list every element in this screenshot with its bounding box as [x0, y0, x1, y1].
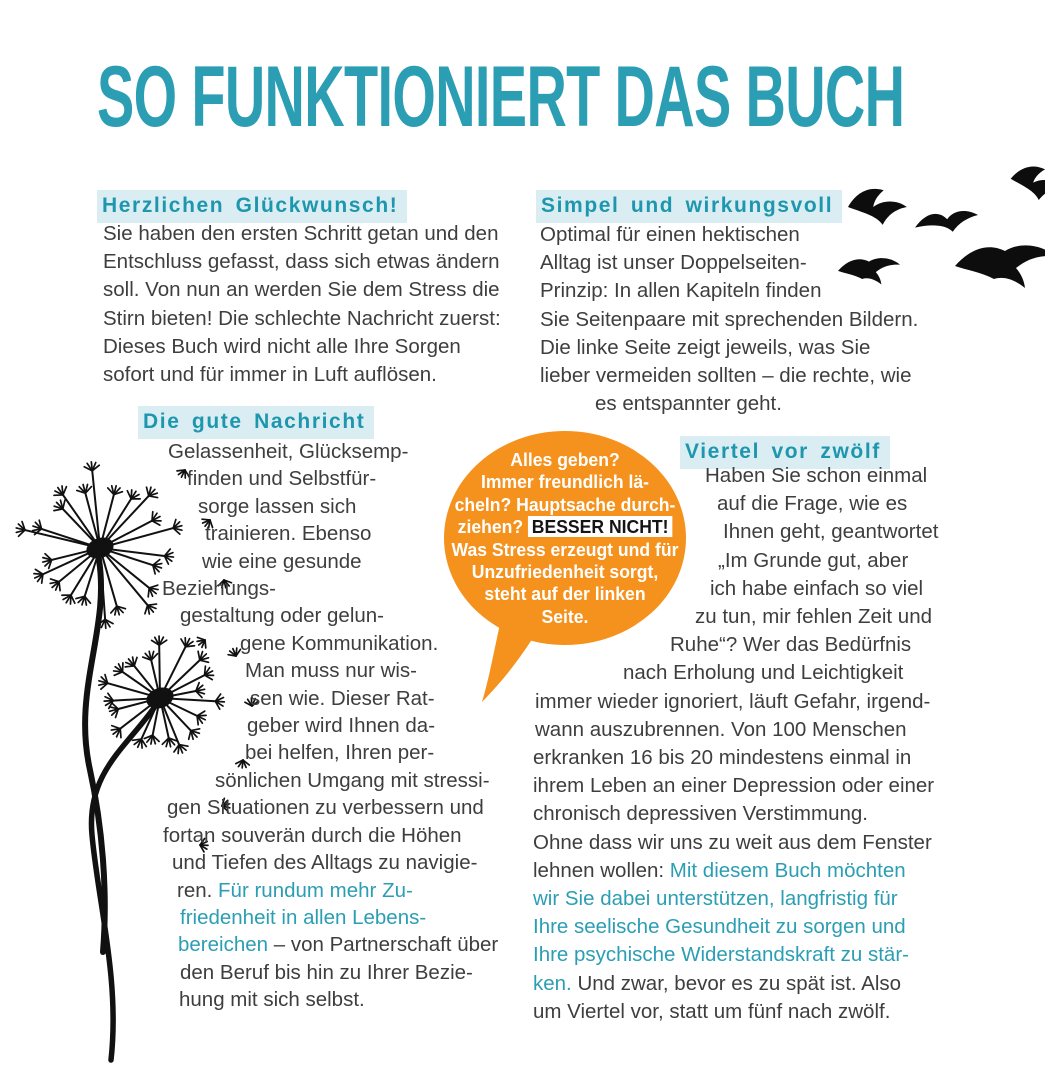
- text-line: wann auszubrennen. Von 100 Menschen: [535, 717, 907, 741]
- bird-icon: [915, 211, 978, 232]
- text-line: soll. Von nun an werden Sie dem Stress die: [103, 278, 500, 302]
- text-line: wie eine gesunde: [202, 549, 362, 573]
- bird-icon: [1008, 163, 1045, 204]
- page-title: SO FUNKTIONIERT DAS BUCH: [97, 49, 905, 145]
- text-line: Ruhe“? Wer das Bedürfnis: [670, 633, 912, 657]
- text-line: friedenheit in allen Lebens-: [180, 905, 427, 929]
- text-line: ich habe einfach so viel: [710, 576, 924, 600]
- text-line: Alles geben?: [510, 449, 620, 470]
- section-heading-congrats: Herzlichen Glückwunsch!: [97, 190, 407, 223]
- text-line: Ohne dass wir uns zu weit aus dem Fenster: [533, 830, 932, 854]
- text-line: ren. Für rundum mehr Zu-: [177, 878, 413, 902]
- text-line: Seite.: [541, 605, 589, 627]
- text-line: Sie Seitenpaare mit sprechenden Bildern.: [540, 307, 919, 331]
- bird-icon: [955, 245, 1045, 288]
- text-line: sen wie. Dieser Rat-: [250, 686, 435, 710]
- text-line: Man muss nur wis-: [245, 659, 418, 683]
- text-line: gen Situationen zu verbessern und: [167, 796, 484, 820]
- text-line: Optimal für einen hektischen: [540, 223, 800, 246]
- text-line: wir Sie dabei unterstützen, langfristig für: [533, 887, 898, 911]
- bird-icon: [848, 189, 907, 225]
- text-line: Haben Sie schon einmal: [705, 464, 928, 487]
- text-line: trainieren. Ebenso: [205, 522, 372, 546]
- text-line: chronisch depressiven Verstimmung.: [533, 802, 868, 826]
- text-line: den Beruf bis hin zu Ihrer Bezie-: [180, 960, 473, 984]
- text-line: geber wird Ihnen da-: [247, 714, 436, 738]
- text-line: ziehen? BESSER NICHT!: [451, 516, 679, 538]
- text-line: lehnen wollen: Mit diesem Buch möchten: [533, 858, 906, 882]
- text-line: Stirn bieten! Die schlechte Nachricht zuerst:: [103, 306, 501, 330]
- text-line: gestaltung oder gelun-: [180, 604, 385, 628]
- text-line: hung mit sich selbst.: [179, 988, 365, 1012]
- text-line: um Viertel vor, statt um fünf nach zwölf.: [533, 999, 891, 1023]
- text-line: steht auf der linken: [484, 583, 646, 605]
- text-line: Beziehungs-: [162, 577, 276, 601]
- text-line: es entspannter geht.: [595, 392, 782, 416]
- text-line: sönlichen Umgang mit stressi-: [215, 768, 490, 792]
- text-line: Sie haben den ersten Schritt getan und den: [103, 222, 499, 245]
- congrats-body-text: [103, 220, 501, 389]
- text-line: immer wieder ignoriert, läuft Gefahr, irgend-: [535, 689, 931, 713]
- text-line: Immer freundlich lä-: [480, 471, 649, 493]
- text-line: Alltag ist unser Doppelseiten-: [540, 251, 807, 275]
- text-line: Ihre seelische Gesundheit zu sorgen und: [533, 915, 906, 939]
- text-line: bei helfen, Ihren per-: [245, 741, 435, 765]
- section-heading-quarter: Viertel vor zwölf: [680, 436, 890, 469]
- text-line: „Im Grunde gut, aber: [718, 548, 909, 572]
- text-line: sorge lassen sich: [198, 494, 357, 518]
- text-line: erkranken 16 bis 20 mindestens einmal in: [533, 746, 912, 770]
- text-line: Gelassenheit, Glücksemp-: [168, 440, 409, 463]
- text-line: fortan souverän durch die Höhen: [163, 823, 462, 847]
- text-line: Prinzip: In allen Kapiteln finden: [540, 279, 822, 303]
- text-line: sofort und für immer in Luft auflösen.: [103, 363, 437, 387]
- text-line: Was Stress erzeugt und für: [451, 538, 679, 560]
- text-line: Ihre psychische Widerstandskraft zu stär-: [533, 943, 909, 967]
- text-line: lieber vermeiden sollten – die rechte, wie: [540, 364, 912, 388]
- text-line: und Tiefen des Alltags zu navigie-: [172, 851, 478, 875]
- text-line: gene Kommunikation.: [240, 631, 439, 655]
- section-heading-good-news: Die gute Nachricht: [138, 406, 374, 439]
- text-line: auf die Frage, wie es: [717, 492, 908, 516]
- quarter-body-text: [533, 462, 938, 1026]
- text-line: Unzufriedenheit sorgt,: [471, 561, 659, 583]
- text-line: nach Erholung und Leichtigkeit: [623, 661, 904, 685]
- text-line: Dieses Buch wird nicht alle Ihre Sorgen: [103, 334, 461, 358]
- text-line: finden und Selbstfür-: [187, 467, 377, 491]
- text-line: bereichen – von Partnerschaft über: [178, 933, 499, 957]
- text-line: Ihnen geht, geantwortet: [723, 520, 939, 544]
- text-line: cheln? Hauptsache durch-: [454, 493, 676, 515]
- text-line: zu tun, mir fehlen Zeit und: [695, 605, 933, 629]
- simple-body-text: [540, 221, 918, 418]
- text-line: ken. Und zwar, bevor es zu spät ist. Also: [533, 971, 902, 995]
- text-line: Entschluss gefasst, dass sich etwas ändern: [103, 250, 500, 274]
- text-line: ihrem Leben an einer Depression oder einer: [533, 774, 935, 798]
- section-heading-simple: Simpel und wirkungsvoll: [536, 190, 842, 223]
- text-line: Die linke Seite zeigt jeweils, was Sie: [540, 335, 871, 359]
